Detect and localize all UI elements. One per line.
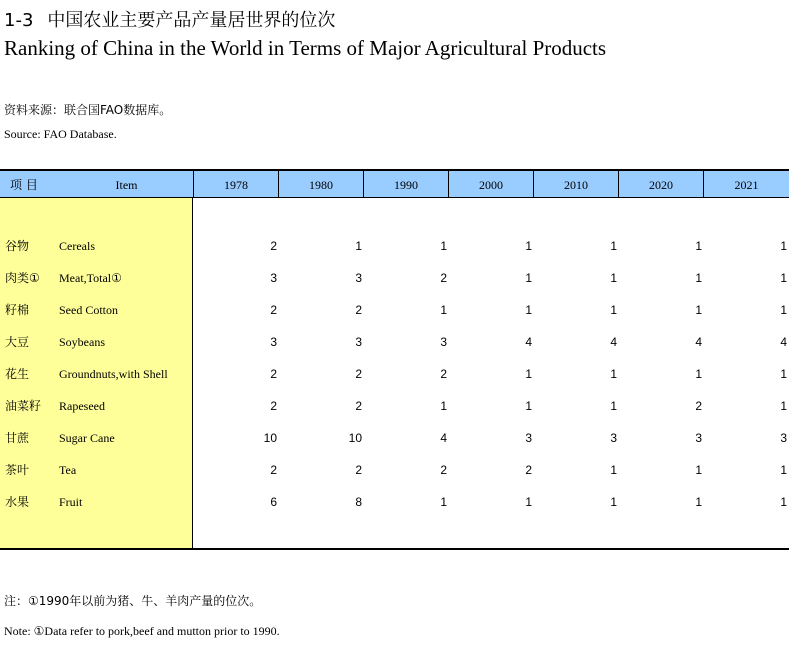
rank-cell: 10	[263, 431, 277, 445]
rank-cell: 3	[270, 335, 277, 349]
rank-cell: 1	[610, 271, 617, 285]
row-label-cn: 花生	[5, 367, 30, 381]
rank-cell: 1	[525, 271, 532, 285]
table-row	[0, 268, 789, 288]
rank-cell: 3	[270, 271, 277, 285]
header-year-1990: 1990	[363, 171, 448, 197]
rank-cell: 3	[525, 431, 532, 445]
rank-cell: 1	[440, 303, 447, 317]
rank-cell: 2	[270, 239, 277, 253]
rank-cell: 1	[440, 495, 447, 509]
rank-cell: 1	[780, 239, 787, 253]
rank-cell: 1	[695, 303, 702, 317]
rank-cell: 1	[780, 399, 787, 413]
row-label-cn: 茶叶	[5, 463, 30, 477]
rank-cell: 2	[355, 463, 362, 477]
rank-cell: 1	[780, 303, 787, 317]
row-label-cn: 甘蔗	[5, 431, 30, 445]
rank-cell: 8	[355, 495, 362, 509]
rank-cell: 2	[355, 303, 362, 317]
rank-cell: 4	[610, 335, 617, 349]
source-note-en: Source: FAO Database.	[4, 127, 117, 141]
table-header	[0, 169, 789, 198]
header-year-1980: 1980	[278, 171, 363, 197]
rank-cell: 1	[695, 367, 702, 381]
rank-cell: 2	[355, 399, 362, 413]
table-row	[0, 236, 789, 256]
row-label-en: Rapeseed	[59, 399, 105, 413]
rank-cell: 3	[440, 335, 447, 349]
header-year-2000: 2000	[448, 171, 533, 197]
rank-cell: 4	[525, 335, 532, 349]
rank-cell: 3	[780, 431, 787, 445]
row-label-cn: 肉类①	[5, 271, 40, 285]
rank-cell: 1	[780, 367, 787, 381]
row-label-en: Groundnuts,with Shell	[59, 367, 168, 381]
header-year-2020: 2020	[618, 171, 703, 197]
page-title-cn	[4, 6, 335, 32]
row-label-en: Soybeans	[59, 335, 105, 349]
rank-cell: 4	[695, 335, 702, 349]
rank-cell: 3	[610, 431, 617, 445]
footnote-en: Note: ①Data refer to pork,beef and mutton prior to 1990.	[4, 624, 280, 638]
table-row	[0, 332, 789, 352]
rank-cell: 1	[440, 399, 447, 413]
rank-cell: 1	[780, 463, 787, 477]
rank-cell: 2	[695, 399, 702, 413]
rank-cell: 4	[780, 335, 787, 349]
header-item-cn: 项 目	[0, 171, 60, 197]
header-year-1978: 1978	[193, 171, 278, 197]
rank-cell: 2	[270, 463, 277, 477]
header-year-2021: 2021	[703, 171, 789, 197]
rank-cell: 1	[780, 495, 787, 509]
table-number: 1-3	[4, 10, 34, 31]
rank-cell: 2	[270, 399, 277, 413]
rank-cell: 1	[440, 239, 447, 253]
footnote-cn: 注：①1990年以前为猪、牛、羊肉产量的位次。	[4, 594, 262, 608]
header-item-en: Item	[60, 171, 193, 197]
rank-cell: 1	[610, 303, 617, 317]
header-year-2010: 2010	[533, 171, 618, 197]
row-label-en: Tea	[59, 463, 77, 477]
rank-cell: 1	[610, 367, 617, 381]
ranking-table	[0, 169, 789, 550]
rank-cell: 1	[525, 495, 532, 509]
row-label-cn: 大豆	[5, 335, 30, 349]
rank-cell: 1	[525, 239, 532, 253]
rank-cell: 1	[695, 239, 702, 253]
row-label-cn: 谷物	[5, 239, 30, 253]
source-note-cn: 资料来源：联合国FAO数据库。	[4, 103, 172, 117]
table-row	[0, 428, 789, 448]
rank-cell: 1	[525, 367, 532, 381]
rank-cell: 1	[525, 399, 532, 413]
rank-cell: 2	[270, 367, 277, 381]
row-label-en: Cereals	[59, 239, 95, 253]
table-row	[0, 300, 789, 320]
title-cn-text: 中国农业主要产品产量居世界的位次	[47, 10, 336, 31]
rank-cell: 3	[695, 431, 702, 445]
page-title-en: Ranking of China in the World in Terms of Major Agricultural Products	[4, 36, 607, 60]
table-row	[0, 492, 789, 512]
row-label-cn: 水果	[5, 495, 30, 509]
rank-cell: 1	[780, 271, 787, 285]
rank-cell: 1	[355, 239, 362, 253]
row-label-en: Fruit	[59, 495, 83, 509]
rank-cell: 1	[525, 303, 532, 317]
rank-cell: 2	[440, 463, 447, 477]
rank-cell: 1	[610, 399, 617, 413]
rank-cell: 1	[610, 463, 617, 477]
rank-cell: 1	[610, 239, 617, 253]
table-row	[0, 396, 789, 416]
rank-cell: 1	[695, 495, 702, 509]
rank-cell: 2	[440, 367, 447, 381]
rank-cell: 3	[355, 335, 362, 349]
rank-cell: 3	[355, 271, 362, 285]
row-label-en: Meat,Total①	[59, 271, 122, 285]
row-label-en: Seed Cotton	[59, 303, 118, 317]
rank-cell: 6	[270, 495, 277, 509]
rank-cell: 10	[348, 431, 362, 445]
row-label-en: Sugar Cane	[59, 431, 115, 445]
rank-cell: 2	[525, 463, 532, 477]
rank-cell: 2	[270, 303, 277, 317]
rank-cell: 4	[440, 431, 447, 445]
rank-cell: 2	[355, 367, 362, 381]
row-label-cn: 籽棉	[5, 303, 30, 317]
rank-cell: 1	[610, 495, 617, 509]
rank-cell: 1	[695, 463, 702, 477]
rank-cell: 2	[440, 271, 447, 285]
row-label-cn: 油菜籽	[5, 399, 42, 413]
table-row	[0, 364, 789, 384]
table-row	[0, 460, 789, 480]
rank-cell: 1	[695, 271, 702, 285]
table-bottom-rule	[0, 548, 789, 550]
